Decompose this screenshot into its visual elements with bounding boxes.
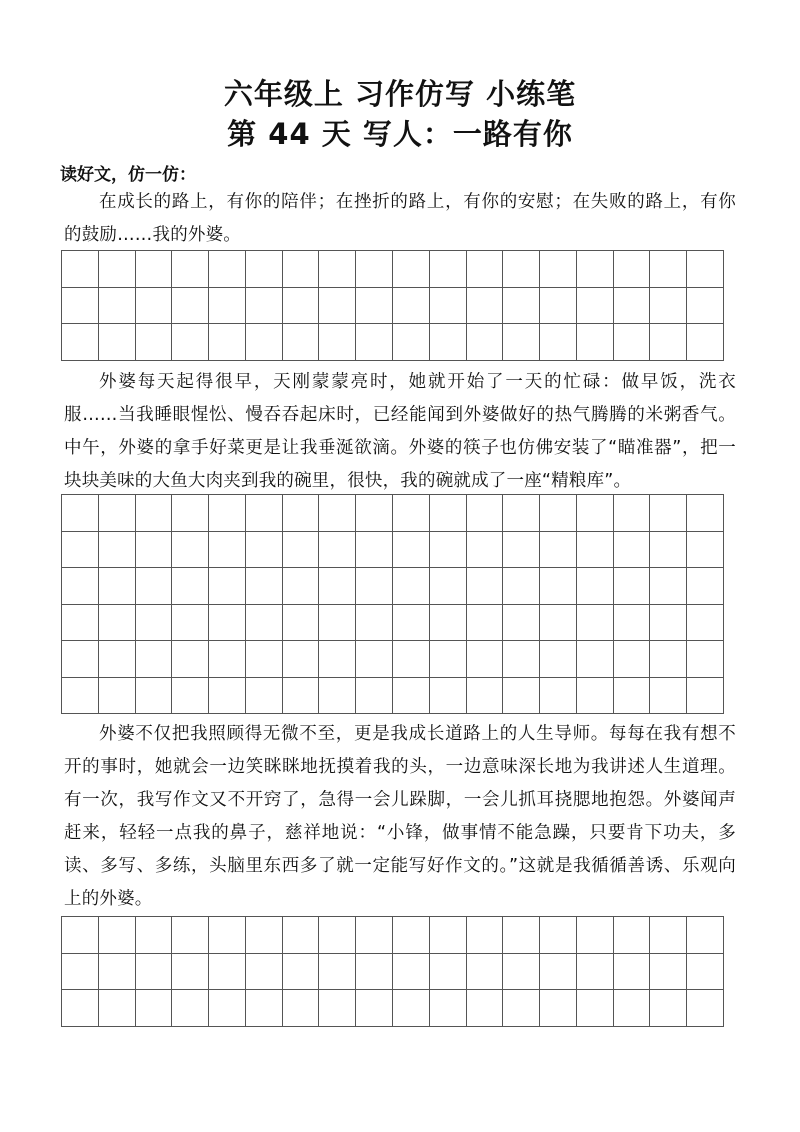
grid-cell[interactable] <box>209 532 246 569</box>
grid-cell[interactable] <box>172 288 209 325</box>
grid-cell[interactable] <box>577 990 614 1027</box>
grid-cell[interactable] <box>577 251 614 288</box>
grid-cell[interactable] <box>650 954 687 991</box>
grid-cell[interactable] <box>209 495 246 532</box>
grid-cell[interactable] <box>209 678 246 715</box>
grid-cell[interactable] <box>99 990 136 1027</box>
grid-cell[interactable] <box>246 605 283 642</box>
grid-cell[interactable] <box>283 495 320 532</box>
grid-cell[interactable] <box>99 532 136 569</box>
instruction-heading: 读好文，仿一仿： <box>60 165 196 185</box>
grid-cell[interactable] <box>319 990 356 1027</box>
grid-cell[interactable] <box>393 641 430 678</box>
grid-cell[interactable] <box>503 568 540 605</box>
grid-cell[interactable] <box>246 251 283 288</box>
grid-cell[interactable] <box>430 288 467 325</box>
grid-cell[interactable] <box>577 917 614 954</box>
grid-cell[interactable] <box>650 917 687 954</box>
grid-cell[interactable] <box>356 495 393 532</box>
grid-cell[interactable] <box>209 605 246 642</box>
grid-cell[interactable] <box>172 954 209 991</box>
grid-cell[interactable] <box>614 954 651 991</box>
grid-cell[interactable] <box>62 568 99 605</box>
grid-cell[interactable] <box>246 532 283 569</box>
grid-cell[interactable] <box>393 568 430 605</box>
grid-cell[interactable] <box>319 495 356 532</box>
grid-cell[interactable] <box>283 324 320 361</box>
grid-cell[interactable] <box>356 954 393 991</box>
grid-cell[interactable] <box>467 568 504 605</box>
grid-cell[interactable] <box>430 568 467 605</box>
grid-cell[interactable] <box>136 678 173 715</box>
grid-cell[interactable] <box>650 324 687 361</box>
grid-cell[interactable] <box>614 324 651 361</box>
grid-cell[interactable] <box>62 917 99 954</box>
grid-cell[interactable] <box>540 251 577 288</box>
grid-cell[interactable] <box>540 990 577 1027</box>
grid-cell[interactable] <box>430 641 467 678</box>
grid-cell[interactable] <box>430 605 467 642</box>
grid-cell[interactable] <box>99 251 136 288</box>
grid-cell[interactable] <box>503 990 540 1027</box>
grid-cell[interactable] <box>172 324 209 361</box>
grid-cell[interactable] <box>319 917 356 954</box>
grid-cell[interactable] <box>319 324 356 361</box>
grid-cell[interactable] <box>209 251 246 288</box>
grid-cell[interactable] <box>209 917 246 954</box>
grid-cell[interactable] <box>319 641 356 678</box>
reading-paragraph-2: 外婆每天起得很早，天刚蒙蒙亮时，她就开始了一天的忙碌：做早饭，洗衣服……当我睡眼惺忪、慢吞吞起床时，已经能闻到外婆做好的热气腾腾的米粥香气。中午，外婆的拿手好菜更是让我垂涎欲滴。外婆的筷子也仿佛安装了“瞄准器”，把一块块美味的大鱼大肉夹到我的碗里，很快，我的碗就成了一座“精粮库”。 <box>64 372 736 491</box>
grid-cell[interactable] <box>393 495 430 532</box>
grid-cell[interactable] <box>356 678 393 715</box>
grid-cell[interactable] <box>577 288 614 325</box>
grid-cell[interactable] <box>687 954 724 991</box>
grid-cell[interactable] <box>687 532 724 569</box>
grid-cell[interactable] <box>172 568 209 605</box>
grid-cell[interactable] <box>577 532 614 569</box>
grid-cell[interactable] <box>283 917 320 954</box>
grid-cell[interactable] <box>246 678 283 715</box>
lesson-title: 第 44 天 写人：一路有你 <box>227 117 573 151</box>
grid-cell[interactable] <box>246 990 283 1027</box>
grid-cell[interactable] <box>62 678 99 715</box>
grid-cell[interactable] <box>430 990 467 1027</box>
grid-cell[interactable] <box>246 954 283 991</box>
grid-cell[interactable] <box>62 954 99 991</box>
grid-cell[interactable] <box>467 288 504 325</box>
grid-cell[interactable] <box>356 532 393 569</box>
grid-cell[interactable] <box>503 324 540 361</box>
grid-cell[interactable] <box>99 678 136 715</box>
grid-cell[interactable] <box>687 917 724 954</box>
grid-cell[interactable] <box>467 954 504 991</box>
grid-cell[interactable] <box>209 568 246 605</box>
grid-cell[interactable] <box>356 251 393 288</box>
grid-cell[interactable] <box>319 678 356 715</box>
grid-cell[interactable] <box>540 954 577 991</box>
grid-cell[interactable] <box>687 568 724 605</box>
grid-cell[interactable] <box>577 605 614 642</box>
grid-cell[interactable] <box>246 495 283 532</box>
grid-cell[interactable] <box>467 324 504 361</box>
grid-cell[interactable] <box>687 605 724 642</box>
grid-cell[interactable] <box>540 641 577 678</box>
grid-cell[interactable] <box>614 605 651 642</box>
grid-cell[interactable] <box>540 605 577 642</box>
grid-cell[interactable] <box>283 532 320 569</box>
grid-cell[interactable] <box>172 990 209 1027</box>
grid-cell[interactable] <box>62 990 99 1027</box>
grid-cell[interactable] <box>356 324 393 361</box>
grid-cell[interactable] <box>467 990 504 1027</box>
grid-cell[interactable] <box>319 954 356 991</box>
grid-cell[interactable] <box>650 678 687 715</box>
grid-cell[interactable] <box>209 288 246 325</box>
grid-cell[interactable] <box>283 990 320 1027</box>
grid-cell[interactable] <box>650 641 687 678</box>
grid-cell[interactable] <box>430 678 467 715</box>
grid-cell[interactable] <box>467 605 504 642</box>
grid-cell[interactable] <box>62 251 99 288</box>
grid-cell[interactable] <box>393 532 430 569</box>
grid-cell[interactable] <box>687 495 724 532</box>
grid-cell[interactable] <box>540 532 577 569</box>
grid-cell[interactable] <box>467 532 504 569</box>
grid-cell[interactable] <box>503 532 540 569</box>
grid-cell[interactable] <box>540 495 577 532</box>
grid-cell[interactable] <box>99 605 136 642</box>
grid-cell[interactable] <box>136 990 173 1027</box>
grid-cell[interactable] <box>136 532 173 569</box>
grid-cell[interactable] <box>246 324 283 361</box>
grid-cell[interactable] <box>62 605 99 642</box>
grid-cell[interactable] <box>687 251 724 288</box>
grid-cell[interactable] <box>540 917 577 954</box>
grid-cell[interactable] <box>99 641 136 678</box>
grid-cell[interactable] <box>99 917 136 954</box>
grid-cell[interactable] <box>172 917 209 954</box>
grid-cell[interactable] <box>99 568 136 605</box>
grid-cell[interactable] <box>283 678 320 715</box>
reading-paragraph-1: 在成长的路上，有你的陪伴；在挫折的路上，有你的安慰；在失败的路上，有你的鼓励……我的外婆。 <box>64 192 736 245</box>
grid-cell[interactable] <box>687 678 724 715</box>
grid-cell[interactable] <box>687 641 724 678</box>
grid-cell[interactable] <box>393 251 430 288</box>
grid-cell[interactable] <box>540 288 577 325</box>
grid-cell[interactable] <box>356 917 393 954</box>
grid-cell[interactable] <box>283 641 320 678</box>
worksheet-title: 六年级上 习作仿写 小练笔 <box>223 77 577 111</box>
grid-cell[interactable] <box>577 954 614 991</box>
reading-paragraph-3: 外婆不仅把我照顾得无微不至，更是我成长道路上的人生导师。每每在我有想不开的事时，她就会一边笑眯眯地抚摸着我的头，一边意味深长地为我讲述人生道理。有一次，我写作文又不开窍了，急得一会儿跺脚，一会儿抓耳挠腮地抱怨。外婆闻声赶来，轻轻一点我的鼻子，慈祥地说：“小锋，做事情不能急躁，只要肯下功夫，多读、多写、多练，头脑里东西多了就一定能写好作文的。”这就是我循循善诱、乐观向上的外婆。 <box>64 724 736 909</box>
grid-cell[interactable] <box>650 288 687 325</box>
grid-cell[interactable] <box>503 917 540 954</box>
grid-cell[interactable] <box>356 568 393 605</box>
grid-cell[interactable] <box>393 917 430 954</box>
grid-cell[interactable] <box>356 605 393 642</box>
grid-cell[interactable] <box>540 568 577 605</box>
grid-cell[interactable] <box>540 324 577 361</box>
grid-cell[interactable] <box>503 641 540 678</box>
grid-cell[interactable] <box>393 678 430 715</box>
grid-cell[interactable] <box>614 678 651 715</box>
grid-cell[interactable] <box>614 641 651 678</box>
grid-cell[interactable] <box>687 288 724 325</box>
grid-cell[interactable] <box>319 568 356 605</box>
grid-cell[interactable] <box>467 641 504 678</box>
grid-cell[interactable] <box>467 251 504 288</box>
grid-cell[interactable] <box>62 288 99 325</box>
grid-cell[interactable] <box>650 532 687 569</box>
grid-cell[interactable] <box>430 324 467 361</box>
grid-cell[interactable] <box>393 324 430 361</box>
grid-cell[interactable] <box>136 324 173 361</box>
writing-grid-1[interactable] <box>61 250 724 361</box>
grid-cell[interactable] <box>99 954 136 991</box>
grid-cell[interactable] <box>62 532 99 569</box>
grid-cell[interactable] <box>650 495 687 532</box>
grid-cell[interactable] <box>246 641 283 678</box>
grid-cell[interactable] <box>319 251 356 288</box>
grid-cell[interactable] <box>172 605 209 642</box>
grid-cell[interactable] <box>356 990 393 1027</box>
grid-cell[interactable] <box>319 532 356 569</box>
grid-cell[interactable] <box>687 990 724 1027</box>
grid-cell[interactable] <box>430 917 467 954</box>
grid-cell[interactable] <box>430 954 467 991</box>
grid-cell[interactable] <box>467 678 504 715</box>
grid-cell[interactable] <box>62 324 99 361</box>
grid-cell[interactable] <box>503 678 540 715</box>
grid-cell[interactable] <box>246 917 283 954</box>
writing-grid-2[interactable] <box>61 494 724 714</box>
grid-cell[interactable] <box>136 251 173 288</box>
grid-cell[interactable] <box>172 251 209 288</box>
grid-cell[interactable] <box>172 532 209 569</box>
grid-cell[interactable] <box>172 495 209 532</box>
grid-cell[interactable] <box>430 495 467 532</box>
writing-grid-3[interactable] <box>61 916 724 1027</box>
grid-cell[interactable] <box>393 605 430 642</box>
grid-cell[interactable] <box>136 917 173 954</box>
grid-cell[interactable] <box>209 324 246 361</box>
grid-cell[interactable] <box>319 605 356 642</box>
grid-cell[interactable] <box>62 641 99 678</box>
grid-cell[interactable] <box>283 568 320 605</box>
grid-cell[interactable] <box>577 568 614 605</box>
grid-cell[interactable] <box>430 251 467 288</box>
grid-cell[interactable] <box>209 954 246 991</box>
grid-cell[interactable] <box>577 495 614 532</box>
grid-cell[interactable] <box>393 288 430 325</box>
grid-cell[interactable] <box>577 641 614 678</box>
grid-cell[interactable] <box>246 288 283 325</box>
grid-cell[interactable] <box>356 641 393 678</box>
grid-cell[interactable] <box>283 251 320 288</box>
grid-cell[interactable] <box>503 495 540 532</box>
grid-cell[interactable] <box>614 917 651 954</box>
grid-cell[interactable] <box>687 324 724 361</box>
grid-cell[interactable] <box>136 495 173 532</box>
grid-cell[interactable] <box>62 495 99 532</box>
grid-cell[interactable] <box>614 568 651 605</box>
grid-cell[interactable] <box>246 568 283 605</box>
grid-cell[interactable] <box>650 568 687 605</box>
grid-cell[interactable] <box>503 288 540 325</box>
grid-cell[interactable] <box>577 324 614 361</box>
grid-cell[interactable] <box>136 288 173 325</box>
grid-cell[interactable] <box>283 954 320 991</box>
grid-cell[interactable] <box>614 990 651 1027</box>
grid-cell[interactable] <box>209 641 246 678</box>
grid-cell[interactable] <box>650 605 687 642</box>
grid-cell[interactable] <box>136 605 173 642</box>
grid-cell[interactable] <box>430 532 467 569</box>
grid-cell[interactable] <box>393 990 430 1027</box>
grid-cell[interactable] <box>319 288 356 325</box>
grid-cell[interactable] <box>503 605 540 642</box>
grid-cell[interactable] <box>136 641 173 678</box>
grid-cell[interactable] <box>209 990 246 1027</box>
grid-cell[interactable] <box>99 495 136 532</box>
grid-cell[interactable] <box>393 954 430 991</box>
grid-cell[interactable] <box>136 954 173 991</box>
grid-cell[interactable] <box>614 288 651 325</box>
grid-cell[interactable] <box>356 288 393 325</box>
grid-cell[interactable] <box>503 251 540 288</box>
grid-cell[interactable] <box>614 251 651 288</box>
grid-cell[interactable] <box>99 324 136 361</box>
grid-cell[interactable] <box>467 917 504 954</box>
grid-cell[interactable] <box>99 288 136 325</box>
grid-cell[interactable] <box>283 605 320 642</box>
grid-cell[interactable] <box>172 678 209 715</box>
grid-cell[interactable] <box>136 568 173 605</box>
grid-cell[interactable] <box>540 678 577 715</box>
grid-cell[interactable] <box>650 990 687 1027</box>
grid-cell[interactable] <box>614 495 651 532</box>
grid-cell[interactable] <box>614 532 651 569</box>
grid-cell[interactable] <box>283 288 320 325</box>
grid-cell[interactable] <box>650 251 687 288</box>
grid-cell[interactable] <box>172 641 209 678</box>
grid-cell[interactable] <box>467 495 504 532</box>
grid-cell[interactable] <box>577 678 614 715</box>
grid-cell[interactable] <box>503 954 540 991</box>
